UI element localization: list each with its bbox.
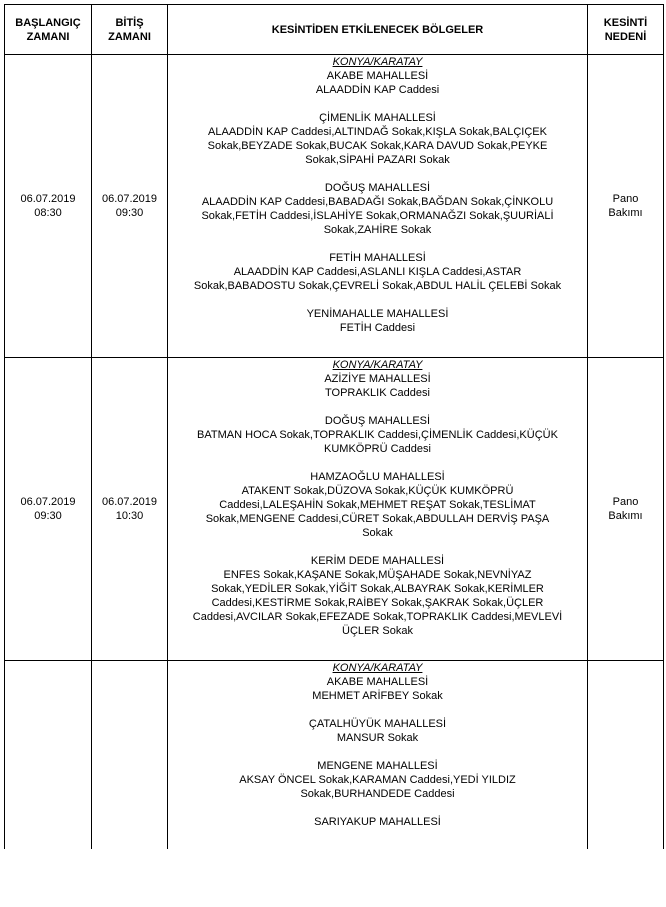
street-list-line: KUMKÖPRÜ Caddesi <box>324 443 431 455</box>
neighborhood-name: AKABE MAHALLESİ <box>326 70 429 82</box>
street-list-line: Caddesi,LALEŞAHİN Sokak,MEHMET REŞAT Sokak,TESLİMAT <box>219 499 536 511</box>
header-outage-reason: KESİNTİ NEDENİ <box>588 5 664 55</box>
neighborhood-name: DOĞUŞ MAHALLESİ <box>324 415 431 427</box>
header-affected-regions: KESİNTİDEN ETKİLENECEK BÖLGELER <box>168 5 588 55</box>
table-row <box>5 358 664 661</box>
neighborhood-name: HAMZAOĞLU MAHALLESİ <box>310 471 445 483</box>
street-list-line: Sokak <box>362 527 393 539</box>
city-district-label: KONYA/KARATAY <box>332 56 423 68</box>
street-list-line: MEHMET ARİFBEY Sokak <box>312 690 443 702</box>
start-time-cell <box>5 661 92 850</box>
table-row <box>5 55 664 358</box>
neighborhood-name: ÇATALHÜYÜK MAHALLESİ <box>308 718 447 730</box>
affected-regions-cell <box>168 661 588 850</box>
street-list-line: MANSUR Sokak <box>336 732 419 744</box>
street-list-line: Sokak,MENGENE Caddesi,CÜRET Sokak,ABDULLAH DERVİŞ PAŞA <box>205 513 550 525</box>
neighborhood-name: SARIYAKUP MAHALLESİ <box>314 816 441 828</box>
street-list-line: ATAKENT Sokak,DÜZOVA Sokak,KÜÇÜK KUMKÖPRÜ <box>241 485 514 497</box>
street-list-line: Caddesi,AVCILAR Sokak,EFEZADE Sokak,TOPRAKLIK Caddesi,MEVLEVİ <box>192 611 563 623</box>
street-list-line: Sokak,BABADOSTU Sokak,ÇEVRELİ Sokak,ABDUL HALİL ÇELEBİ Sokak <box>193 280 562 292</box>
neighborhood-name: FETİH MAHALLESİ <box>329 252 426 264</box>
spacer <box>168 293 587 307</box>
neighborhood-name: DOĞUŞ MAHALLESİ <box>324 182 431 194</box>
street-list-line: ALAADDİN KAP Caddesi,BABADAĞI Sokak,BAĞDAN Sokak,ÇİNKOLU <box>201 196 554 208</box>
street-list-line: Sokak,BURHANDEDE Caddesi <box>300 788 455 800</box>
affected-regions-cell <box>168 55 588 358</box>
spacer <box>168 456 587 470</box>
city-district-label: KONYA/KARATAY <box>332 662 423 674</box>
street-list-line: FETİH Caddesi <box>339 322 416 334</box>
spacer <box>168 400 587 414</box>
header-end-time: BİTİŞ ZAMANI <box>92 5 168 55</box>
street-list-line: Sokak,ZAHİRE Sokak <box>323 224 432 236</box>
end-time-cell: 06.07.2019 10:30 <box>92 358 168 661</box>
spacer <box>168 97 587 111</box>
affected-regions-cell <box>168 358 588 661</box>
header-start-time: BAŞLANGIÇ ZAMANI <box>5 5 92 55</box>
city-district-label: KONYA/KARATAY <box>332 359 423 371</box>
neighborhood-name: AZİZİYE MAHALLESİ <box>324 373 431 385</box>
end-time-cell <box>92 661 168 850</box>
street-list-line: ENFES Sokak,KAŞANE Sokak,MÜŞAHADE Sokak,NEVNİYAZ <box>223 569 532 581</box>
spacer <box>168 745 587 759</box>
street-list-line: Sokak,FETİH Caddesi,İSLAHİYE Sokak,ORMANAĞZI Sokak,ŞUURİALİ <box>201 210 554 222</box>
table-row <box>5 661 664 850</box>
street-list-line: ÜÇLER Sokak <box>342 625 413 637</box>
spacer <box>168 540 587 554</box>
neighborhood-name: KERİM DEDE MAHALLESİ <box>310 555 445 567</box>
neighborhood-name: AKABE MAHALLESİ <box>326 676 429 688</box>
street-list-line: BATMAN HOCA Sokak,TOPRAKLIK Caddesi,ÇİMENLİK Caddesi,KÜÇÜK <box>197 429 558 441</box>
table-header-row <box>5 5 664 55</box>
spacer <box>168 801 587 815</box>
neighborhood-name: MENGENE MAHALLESİ <box>317 760 438 772</box>
outage-reason-cell: Pano Bakımı <box>588 358 664 661</box>
street-list-line: ALAADDİN KAP Caddesi <box>315 84 440 96</box>
neighborhood-name: ÇİMENLİK MAHALLESİ <box>319 112 436 124</box>
street-list-line: AKSAY ÖNCEL Sokak,KARAMAN Caddesi,YEDİ YILDIZ <box>239 774 516 786</box>
start-time-cell: 06.07.2019 09:30 <box>5 358 92 661</box>
street-list-line: Sokak,SİPAHİ PAZARI Sokak <box>305 154 450 166</box>
outage-reason-cell: Pano Bakımı <box>588 55 664 358</box>
end-time-cell: 06.07.2019 09:30 <box>92 55 168 358</box>
street-list-line: TOPRAKLIK Caddesi <box>325 387 430 399</box>
spacer <box>168 167 587 181</box>
power-outage-table <box>4 4 664 849</box>
street-list-line: ALAADDİN KAP Caddesi,ASLANLI KIŞLA Caddesi,ASTAR <box>233 266 522 278</box>
street-list-line: Caddesi,KESTİRME Sokak,RAİBEY Sokak,ŞAKRAK Sokak,ÜÇLER <box>211 597 544 609</box>
start-time-cell: 06.07.2019 08:30 <box>5 55 92 358</box>
street-list-line: Sokak,YEDİLER Sokak,YİĞİT Sokak,ALBAYRAK Sokak,KERİMLER <box>211 583 544 595</box>
neighborhood-name: YENİMAHALLE MAHALLESİ <box>306 308 449 320</box>
street-list-line: ALAADDİN KAP Caddesi,ALTINDAĞ Sokak,KIŞLA Sokak,BALÇIÇEK <box>208 126 547 138</box>
spacer <box>168 237 587 251</box>
spacer <box>168 703 587 717</box>
street-list-line: Sokak,BEYZADE Sokak,BUCAK Sokak,KARA DAVUD Sokak,PEYKE <box>207 140 548 152</box>
outage-reason-cell <box>588 661 664 850</box>
